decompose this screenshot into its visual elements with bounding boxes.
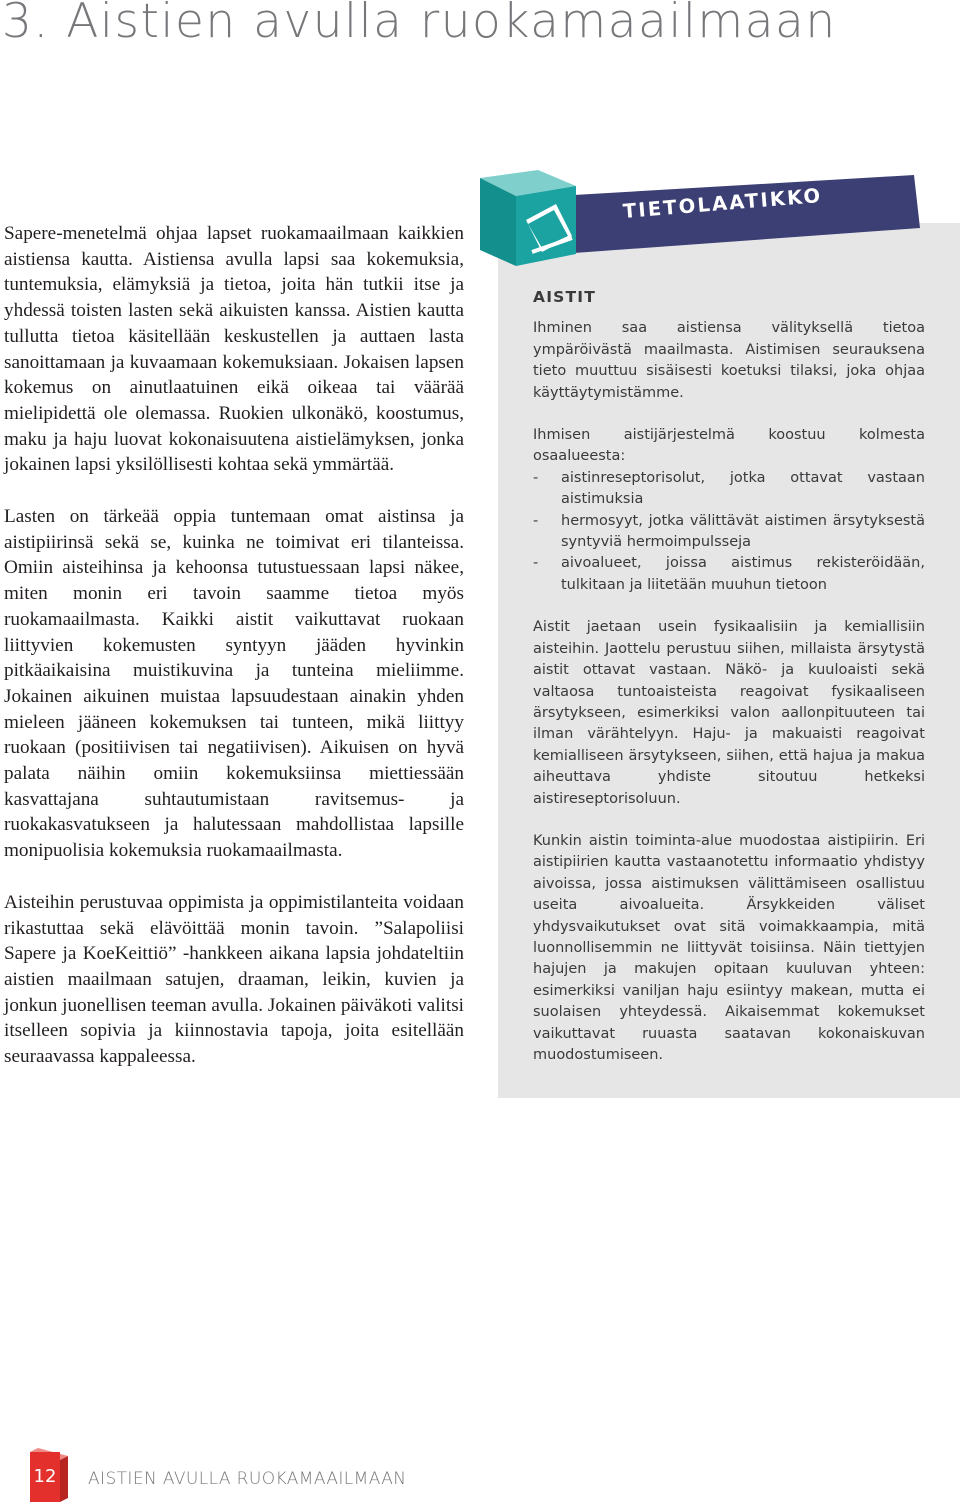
main-paragraph-2: Lasten on tärkeää oppia tuntemaan omat aistinsa ja aistipiirinsä sekä se, kuinka ne toimivat eri tilanteissa. Omiin aisteihinsa ja kehoonsa tutustuessaan lapsi näkee, miten monin eri tavoin saamme tietoa myös ruokamaailmasta. Kaikki aistit vaikuttavat ruokaan liittyvien kokemusten syntyyn jääden hyvinkin pitkäaikaisina muistikuvina ja tunteina mieliimme. Jokainen aikuinen muistaa lapsuudestaan ainakin yhden mieleen jääneen kokemuksen tai tunteen, mikä liittyy ruokaan (positiivisen tai negatiivisen). Aikuisen on hyvä palata näihin omiin kokemuksiinsa miettiessään kasvattajana suhtautumistaan ravitsemus- ja ruokakasvatukseen ja halutessaan mahdollistaa lapsille monipuolisia kokemuksia ruokamaailmasta. xyxy=(4,506,464,862)
list-dash: - xyxy=(533,555,539,572)
info-list-item: - aistinreseptorisolut, jotka ottavat vastaan aistimuksia xyxy=(533,469,925,508)
list-dash: - xyxy=(533,512,539,529)
info-list-item: - aivoalueet, joissa aistimus rekisteröidään, tulkitaan ja liitetään muuhun tietoon xyxy=(533,555,925,593)
info-banner-label: TIETOLAATIKKO xyxy=(622,183,824,223)
main-paragraph-3: Aisteihin perustuvaa oppimista ja oppimistilanteita voidaan rikastuttaa sekä elävöittää monin tavoin. ”Salapoliisi Sapere ja KoeKeittiö” -hankkeen aikana lapsia johdateltiin aistien maailmaan satujen, draaman, leikin, kuvien ja jonkun juonellisen teeman avulla. Jokainen päiväkoti valitsi itselleen sopivia ja kiinnostavia tapoja, joita esitellään seuraavassa kappaleessa. xyxy=(4,891,464,1068)
info-paragraph-2-intro: Ihmisen aistijärjestelmä koostuu kolmesta osaalueesta: xyxy=(533,427,925,465)
info-content xyxy=(533,287,925,1087)
main-paragraph-1: Sapere-menetelmä ohjaa lapset ruokamaailmaan kaikkien aistiensa kautta. Aistiensa avulla lapsi saa kokemuksia, tuntemuksia, elämyksiä ja tietoa, joita hän tutkii itse ja yhdessä toisten lasten sekä aikuisten kanssa. Aistien kautta tullutta tietoa käsitellään keskustellen ja auttaen lasta sanoittamaan ja kuvaamaan kokemuksiaan. Jokaisen lapsen kokemus on ainutlaatuinen eikä oikeaa tai väärää mielipidettä ole olemassa. Ruokien ulkonäkö, koostumus, maku ja haju luovat kokonaisuutena aistielämyksen, jonka jokainen lapsi yksilöllisesti kohtaa sekä ymmärtää. xyxy=(4,223,464,476)
info-paragraph-1: Ihminen saa aistiensa välityksellä tietoa ympäröivästä maailmasta. Aistimisen seurauksena tieto muuttuu sisäisesti koetuksi tilaksi, joka ohjaa käyttäytymistämme. xyxy=(533,320,925,401)
footer-title: AISTIEN AVULLA RUOKAMAAILMAAN xyxy=(88,1469,407,1489)
page-title: 3. Aistien avulla ruokamaailmaan xyxy=(2,0,837,49)
page-number: 12 xyxy=(33,1466,57,1487)
info-list-item: - hermosyyt, jotka välittävät aistimen ärsytyksestä syntyviä hermoimpulsseja xyxy=(533,512,925,551)
book-cube-icon xyxy=(476,170,586,270)
info-paragraph-4: Kunkin aistin toiminta-alue muodostaa aistipiirin. Eri aistipiirien kautta vastaanotettu informaatio yhdistyy aivoissa, jossa aistimuksen välittämiseen osallistuu useita aivoalueita. Ärsykkeiden väliset yhdysvaikutukset ovat sitä voimakkaampia, mitä luonnollisemmin ne liittyvät toisiinsa. Näin tiettyjen hajujen ja makujen opitaan kuuluvan yhteen: esimerkiksi vaniljan haju esiintyy makean, mutta ei suolaisen yhteydessä. Aikaisemmat kokemukset vaikuttavat ruuasta saatavan kokonaiskuvan muodostumiseen. xyxy=(533,832,925,1063)
main-text-column xyxy=(4,221,464,1096)
info-heading: AISTIT xyxy=(533,288,597,306)
info-list xyxy=(533,468,925,596)
list-dash: - xyxy=(533,469,539,486)
info-paragraph-3: Aistit jaetaan usein fysikaalisiin ja kemiallisiin aisteihin. Jaottelu perustuu siihen, millaista ärsytystä aistit ottavat vastaan. Näkö- ja kuuloaisti sekä valtaosa tuntoaisteista reagoivat fysikaaliseen ärsytykseen, esimerkiksi valon aallonpituuteen tai ilman värähtelyyn. Haju- ja makuaisti reagoivat kemialliseen ärsytykseen, siihen, että hajua ja makua aiheuttava yhdiste sitoutuu hetkeksi aistireseptorisoluun. xyxy=(533,619,925,807)
